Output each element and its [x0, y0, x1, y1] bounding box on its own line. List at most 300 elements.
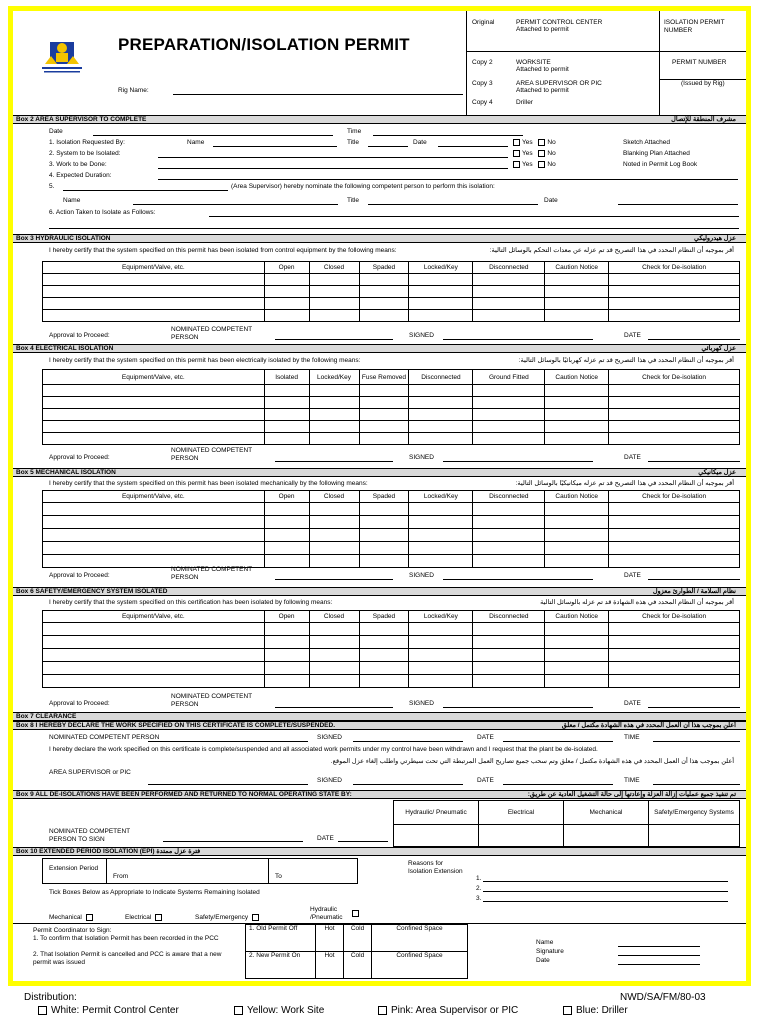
table-cell[interactable]: [264, 286, 309, 298]
nominate-number: 5.: [49, 183, 55, 190]
table-cell[interactable]: [43, 516, 265, 529]
table-cell[interactable]: [545, 286, 609, 298]
new-permit-cold[interactable]: Cold: [344, 952, 372, 979]
new-permit-confined[interactable]: Confined Space: [372, 952, 468, 979]
table-cell[interactable]: [545, 298, 609, 310]
table-cell[interactable]: [545, 433, 609, 445]
box8-date-field[interactable]: [503, 741, 613, 742]
box5-table: [42, 490, 740, 568]
box9-cell[interactable]: [394, 825, 479, 847]
table-cell[interactable]: [545, 397, 609, 409]
table-row: [43, 409, 740, 421]
table-cell[interactable]: [43, 274, 265, 286]
box6-date-field[interactable]: [648, 707, 740, 708]
table-cell[interactable]: [473, 662, 545, 675]
box10-header: Box 10 EXTENDED PERIOD ISOLATION (EPI) فترة عزل ممتدة: [13, 847, 746, 856]
table-cell[interactable]: [409, 662, 473, 675]
table-cell[interactable]: [309, 542, 359, 555]
table-cell[interactable]: [609, 385, 740, 397]
copy2-dest: WORKSITE: [516, 59, 551, 66]
box4-col-header: Caution Notice: [545, 370, 609, 385]
table-cell[interactable]: [473, 274, 545, 286]
box9-col-safety: Safety/Emergency Systems: [649, 801, 740, 825]
table-cell[interactable]: [473, 516, 545, 529]
table-cell[interactable]: [409, 542, 473, 555]
table-cell[interactable]: [545, 662, 609, 675]
table-cell[interactable]: [359, 503, 409, 516]
old-permit-hot[interactable]: Hot: [316, 925, 344, 952]
table-cell[interactable]: [545, 675, 609, 688]
table-cell[interactable]: [309, 433, 359, 445]
box8-time-field[interactable]: [653, 741, 740, 742]
table-cell[interactable]: [473, 675, 545, 688]
table-cell[interactable]: [359, 649, 409, 662]
table-cell[interactable]: [309, 623, 359, 636]
table-row: [43, 433, 740, 445]
table-cell[interactable]: [545, 542, 609, 555]
table-cell[interactable]: [609, 421, 740, 433]
box4-col-header: Equipment/Valve, etc.: [43, 370, 265, 385]
distribution-white[interactable]: White: Permit Control Center: [38, 1005, 179, 1016]
box6-nominated-field[interactable]: [275, 707, 393, 708]
table-cell[interactable]: [264, 649, 309, 662]
box4-header: Box 4 ELECTRICAL ISOLATION عزل كهربائي: [13, 344, 746, 353]
table-cell[interactable]: [264, 529, 309, 542]
coordinator-date-label: Date: [536, 957, 550, 964]
reason-1-number: 1.: [476, 875, 482, 882]
box3-col-header: Caution Notice: [545, 262, 609, 274]
table-cell[interactable]: [309, 516, 359, 529]
box3-col-header: Spaded: [359, 262, 409, 274]
box3-signed-label: SIGNED: [409, 332, 434, 339]
table-cell[interactable]: [545, 649, 609, 662]
table-cell[interactable]: [359, 636, 409, 649]
table-cell[interactable]: [43, 433, 265, 445]
table-cell[interactable]: [43, 529, 265, 542]
box3-col-header: Closed: [309, 262, 359, 274]
table-cell[interactable]: [473, 542, 545, 555]
table-cell[interactable]: [609, 298, 740, 310]
table-cell[interactable]: [409, 503, 473, 516]
box6-col-header: Locked/Key: [409, 611, 473, 623]
distribution-pink[interactable]: Pink: Area Supervisor or PIC: [378, 1005, 518, 1016]
table-cell[interactable]: [359, 286, 409, 298]
table-cell[interactable]: [264, 397, 309, 409]
table-cell[interactable]: [609, 555, 740, 568]
box6-certify-arabic: أقر بموجبه أن النظام المحدد في هذه الشهادة قد تم عزله بالوسائل التالية: [540, 599, 734, 606]
table-cell[interactable]: [409, 675, 473, 688]
requested-name-field[interactable]: [213, 146, 337, 147]
sketch-attached-label: Sketch Attached: [623, 139, 670, 146]
table-cell[interactable]: [473, 409, 545, 421]
table-row: [43, 529, 740, 542]
requested-title-field[interactable]: [368, 146, 408, 147]
distribution-yellow[interactable]: Yellow: Work Site: [234, 1005, 324, 1016]
box4-certify-text: I hereby certify that the system specified on this permit has been electrically isolated by the following means:: [49, 357, 361, 364]
table-row: [43, 649, 740, 662]
table-cell[interactable]: [359, 662, 409, 675]
table-cell[interactable]: [264, 503, 309, 516]
box9-table: [393, 800, 740, 847]
box5-certify-arabic: أقر بموجبه أن النظام المحدد في هذا التصريح قد تم عزله ميكانيكيًا بالوسائل التالية:: [515, 480, 734, 487]
to-label: To: [275, 873, 282, 880]
box5-nominated-field[interactable]: [275, 579, 393, 580]
table-cell[interactable]: [609, 433, 740, 445]
time-field[interactable]: [373, 135, 523, 136]
table-cell[interactable]: [309, 385, 359, 397]
table-cell[interactable]: [309, 421, 359, 433]
table-cell[interactable]: [359, 310, 409, 322]
table-cell[interactable]: [309, 649, 359, 662]
table-cell[interactable]: [473, 397, 545, 409]
box6-col-header: Disconnected: [473, 611, 545, 623]
table-cell[interactable]: [609, 503, 740, 516]
table-cell[interactable]: [473, 433, 545, 445]
copy3-note: Attached to permit: [516, 87, 569, 94]
form-title: PREPARATION/ISOLATION PERMIT: [118, 35, 410, 54]
table-cell[interactable]: [409, 397, 473, 409]
table-cell[interactable]: [473, 623, 545, 636]
action-taken-field[interactable]: [209, 216, 739, 217]
table-cell[interactable]: [309, 310, 359, 322]
expected-duration-field[interactable]: [158, 179, 738, 180]
table-cell[interactable]: [473, 298, 545, 310]
table-cell[interactable]: [545, 385, 609, 397]
table-cell[interactable]: [264, 298, 309, 310]
table-cell[interactable]: [409, 421, 473, 433]
box6-col-header: Open: [264, 611, 309, 623]
expected-duration-label: 4. Expected Duration:: [49, 172, 112, 179]
box3-approval-label: Approval to Proceed:: [49, 332, 110, 339]
old-permit-label: 1. Old Permit Off: [246, 925, 316, 952]
box8-area-supervisor-field[interactable]: [148, 784, 308, 785]
box8-date-label-2: DATE: [477, 777, 494, 784]
nominee-title-field[interactable]: [368, 204, 538, 205]
table-cell[interactable]: [309, 409, 359, 421]
table-cell[interactable]: [473, 310, 545, 322]
table-cell[interactable]: [359, 516, 409, 529]
table-cell[interactable]: [545, 529, 609, 542]
action-taken-label: 6. Action Taken to Isolate as Follows:: [49, 209, 156, 216]
table-cell[interactable]: [609, 286, 740, 298]
table-cell[interactable]: [409, 516, 473, 529]
box4-col-header: Fuse Removed: [359, 370, 409, 385]
table-row: [43, 516, 740, 529]
box3-date-field[interactable]: [648, 339, 740, 340]
box4-col-header: Disconnected: [409, 370, 473, 385]
table-cell[interactable]: [473, 286, 545, 298]
table-cell[interactable]: [609, 516, 740, 529]
box6-signed-field[interactable]: [443, 707, 593, 708]
table-cell[interactable]: [609, 662, 740, 675]
copy4-dest: Driller: [516, 99, 533, 106]
coordinator-signature-field[interactable]: [618, 955, 700, 956]
nominee-date-field[interactable]: [618, 204, 738, 205]
box6-date-label: DATE: [624, 700, 641, 707]
table-cell[interactable]: [264, 542, 309, 555]
table-cell[interactable]: [43, 310, 265, 322]
table-row: [43, 274, 740, 286]
reason-1-field[interactable]: [483, 881, 728, 882]
table-row: [43, 623, 740, 636]
box4-certify-arabic: أقر بموجبه أن النظام المحدد في هذا التصريح قد تم عزله كهربائيًا بالوسائل التالية:: [518, 357, 734, 364]
table-cell[interactable]: [409, 310, 473, 322]
table-cell[interactable]: [473, 649, 545, 662]
table-cell[interactable]: [43, 662, 265, 675]
table-cell[interactable]: [409, 623, 473, 636]
box5-nominated-label: NOMINATED COMPETENT PERSON: [171, 566, 253, 581]
box8-signed-field[interactable]: [353, 741, 463, 742]
box8-nominated-field[interactable]: [148, 741, 308, 742]
table-cell[interactable]: [309, 286, 359, 298]
table-cell[interactable]: [359, 675, 409, 688]
rig-name-field[interactable]: [173, 94, 463, 95]
table-cell[interactable]: [409, 385, 473, 397]
box9-nominated-field[interactable]: [163, 841, 303, 842]
table-cell[interactable]: [545, 503, 609, 516]
table-cell[interactable]: [43, 298, 265, 310]
yes-no-row-1[interactable]: Yes No: [513, 139, 556, 147]
table-cell[interactable]: [545, 516, 609, 529]
table-cell[interactable]: [473, 503, 545, 516]
table-cell[interactable]: [545, 421, 609, 433]
table-cell[interactable]: [43, 409, 265, 421]
table-cell[interactable]: [43, 397, 265, 409]
box3-signed-field[interactable]: [443, 339, 593, 340]
copy3-label: Copy 3: [472, 80, 493, 87]
table-cell[interactable]: [309, 298, 359, 310]
table-cell[interactable]: [545, 274, 609, 286]
table-cell[interactable]: [359, 298, 409, 310]
table-cell[interactable]: [609, 409, 740, 421]
table-cell[interactable]: [264, 385, 309, 397]
box3-col-header: Check for De-isolation: [609, 262, 740, 274]
nominee-name-field[interactable]: [133, 204, 338, 205]
box5-date-label: DATE: [624, 572, 641, 579]
table-cell[interactable]: [473, 421, 545, 433]
table-cell[interactable]: [409, 649, 473, 662]
table-cell[interactable]: [409, 555, 473, 568]
table-cell[interactable]: [359, 409, 409, 421]
box5-col-header: Closed: [309, 491, 359, 503]
box7-header: Box 7 CLEARANCE: [13, 712, 746, 721]
box6-col-header: Equipment/Valve, etc.: [43, 611, 265, 623]
hydraulic-checkbox[interactable]: Hydraulic /Pneumatic: [310, 906, 361, 921]
table-cell[interactable]: [309, 397, 359, 409]
box4-signed-field[interactable]: [443, 461, 593, 462]
table-cell[interactable]: [43, 286, 265, 298]
box8-date-field-2[interactable]: [503, 784, 613, 785]
box6-certify-text: I hereby certify that the system specified on this certification has been isolated by following means:: [49, 599, 333, 606]
table-cell[interactable]: [264, 421, 309, 433]
table-cell[interactable]: [609, 529, 740, 542]
table-cell[interactable]: [409, 298, 473, 310]
table-cell[interactable]: [359, 385, 409, 397]
table-cell[interactable]: [359, 623, 409, 636]
table-cell[interactable]: [359, 433, 409, 445]
isolation-permit-number-label: ISOLATION PERMIT NUMBER: [664, 19, 725, 34]
table-cell[interactable]: [264, 675, 309, 688]
coordinator-point-2: 2. That Isolation Permit is cancelled and PCC is aware that a new permit was issued: [33, 951, 222, 966]
table-cell[interactable]: [309, 274, 359, 286]
table-cell[interactable]: [43, 542, 265, 555]
box9-date-label: DATE: [317, 835, 334, 842]
table-cell[interactable]: [309, 636, 359, 649]
safety-emergency-checkbox[interactable]: Safety/Emergency: [195, 914, 261, 922]
copy3-dest: AREA SUPERVISOR OR PIC: [516, 80, 602, 87]
table-cell[interactable]: [473, 529, 545, 542]
table-cell[interactable]: [309, 529, 359, 542]
table-cell[interactable]: [359, 555, 409, 568]
box5-signed-field[interactable]: [443, 579, 593, 580]
date-label-2: Date: [413, 139, 427, 146]
table-cell[interactable]: [264, 310, 309, 322]
box4-date-field[interactable]: [648, 461, 740, 462]
table-cell[interactable]: [409, 274, 473, 286]
table-row: [43, 636, 740, 649]
requested-date-field[interactable]: [438, 146, 508, 147]
table-cell[interactable]: [264, 662, 309, 675]
area-supervisor-field[interactable]: [63, 190, 228, 191]
box8-time-field-2[interactable]: [653, 784, 740, 785]
table-row: [43, 662, 740, 675]
box5-col-header: Equipment/Valve, etc.: [43, 491, 265, 503]
system-isolated-label: 2. System to be Isolated:: [49, 150, 121, 157]
box3-nominated-field[interactable]: [275, 339, 393, 340]
box6-table: [42, 610, 740, 688]
table-cell[interactable]: [609, 310, 740, 322]
table-cell[interactable]: [43, 649, 265, 662]
coordinator-title: Permit Coordinator to Sign:: [33, 927, 112, 934]
table-cell[interactable]: [473, 555, 545, 568]
table-cell[interactable]: [264, 623, 309, 636]
coordinator-name-label: Name: [536, 939, 554, 946]
old-permit-cold[interactable]: Cold: [344, 925, 372, 952]
box8-declare-arabic: أعلن بموجب هذا أن العمل المحدد في هذه الشهادة مكتمل / معلق وتم سحب جميع تصاريح العمل المرتبطة التي تحت سيطرتي واطلب إلغاء عزل الموقع.: [330, 758, 734, 765]
table-cell[interactable]: [409, 409, 473, 421]
table-cell[interactable]: [609, 636, 740, 649]
table-cell[interactable]: [545, 555, 609, 568]
table-cell[interactable]: [409, 286, 473, 298]
table-cell[interactable]: [359, 529, 409, 542]
yes-no-row-3[interactable]: Yes No: [513, 161, 556, 169]
mechanical-checkbox[interactable]: Mechanical: [49, 914, 95, 922]
table-cell[interactable]: [609, 542, 740, 555]
table-cell[interactable]: [264, 433, 309, 445]
table-cell[interactable]: [43, 421, 265, 433]
table-cell[interactable]: [545, 409, 609, 421]
table-cell[interactable]: [359, 421, 409, 433]
table-cell[interactable]: [409, 433, 473, 445]
box4-col-header: Isolated: [264, 370, 309, 385]
table-row: [43, 555, 740, 568]
table-cell[interactable]: [264, 274, 309, 286]
box4-nominated-field[interactable]: [275, 461, 393, 462]
table-cell[interactable]: [43, 385, 265, 397]
box6-col-header: Spaded: [359, 611, 409, 623]
box9-cell[interactable]: [479, 825, 564, 847]
box6-col-header: Closed: [309, 611, 359, 623]
nominee-title-label: Title: [347, 197, 360, 204]
new-permit-hot[interactable]: Hot: [316, 952, 344, 979]
table-cell[interactable]: [409, 529, 473, 542]
old-permit-confined[interactable]: Confined Space: [372, 925, 468, 952]
table-cell[interactable]: [545, 623, 609, 636]
coordinator-name-field[interactable]: [618, 946, 700, 947]
permit-form: [8, 6, 751, 986]
box8-header: Box 8 I HEREBY DECLARE THE WORK SPECIFIED ON THIS CERTIFICATE IS COMPLETE/SUSPENDED. أعلن بموجب هذا أن العمل المحدد في هذه الشهادة مكتمل / معلق: [13, 721, 746, 730]
box9-cell[interactable]: [649, 825, 740, 847]
table-cell[interactable]: [545, 310, 609, 322]
table-cell[interactable]: [545, 636, 609, 649]
reason-3-field[interactable]: [483, 901, 728, 902]
distribution-blue[interactable]: Blue: Driller: [563, 1005, 628, 1016]
table-cell[interactable]: [609, 675, 740, 688]
table-cell[interactable]: [43, 636, 265, 649]
nominate-text: (Area Supervisor) hereby nominate the following competent person to perform this isolation:: [231, 183, 495, 190]
table-cell[interactable]: [609, 274, 740, 286]
table-cell[interactable]: [609, 649, 740, 662]
table-cell[interactable]: [264, 409, 309, 421]
table-cell[interactable]: [43, 503, 265, 516]
table-row: [43, 286, 740, 298]
table-row: [43, 310, 740, 322]
electrical-checkbox[interactable]: Electrical: [125, 914, 164, 922]
date-field[interactable]: [93, 135, 333, 136]
table-cell[interactable]: [264, 516, 309, 529]
table-cell[interactable]: [309, 503, 359, 516]
box8-area-supervisor-label: AREA SUPERVISOR or PIC: [49, 769, 131, 776]
box9-cell[interactable]: [564, 825, 649, 847]
table-cell[interactable]: [43, 623, 265, 636]
box9-header: Box 9 ALL DE-ISOLATIONS HAVE BEEN PERFORMED AND RETURNED TO NORMAL OPERATING STATE BY: تم تنفيذ جميع عمليات إزالة العزلة وإعادتها إلى حالة التشغيل العادية عن طريق:: [13, 790, 746, 799]
table-cell[interactable]: [359, 542, 409, 555]
reason-2-field[interactable]: [483, 891, 728, 892]
table-cell[interactable]: [309, 675, 359, 688]
box5-col-header: Spaded: [359, 491, 409, 503]
system-isolated-field[interactable]: [158, 157, 508, 158]
table-cell[interactable]: [43, 675, 265, 688]
table-cell[interactable]: [309, 555, 359, 568]
table-cell[interactable]: [359, 274, 409, 286]
table-cell[interactable]: [473, 636, 545, 649]
copy4-label: Copy 4: [472, 99, 493, 106]
table-row: [43, 397, 740, 409]
table-cell[interactable]: [359, 397, 409, 409]
box8-signed-field-2[interactable]: [353, 784, 463, 785]
reason-2-number: 2.: [476, 885, 482, 892]
box9-date-field[interactable]: [338, 841, 388, 842]
action-taken-field-2[interactable]: [49, 228, 739, 229]
coordinator-date-field[interactable]: [618, 964, 700, 965]
table-row: [43, 421, 740, 433]
issued-by-label: (Issued by Rig): [681, 80, 725, 87]
box4-nominated-label: NOMINATED COMPETENT PERSON: [171, 447, 253, 462]
work-to-be-done-field[interactable]: [158, 168, 508, 169]
box5-date-field[interactable]: [648, 579, 740, 580]
table-cell[interactable]: [473, 385, 545, 397]
table-cell[interactable]: [409, 636, 473, 649]
table-cell[interactable]: [264, 636, 309, 649]
copy-original-note: Attached to permit: [516, 26, 569, 33]
box3-col-header: Equipment/Valve, etc.: [43, 262, 265, 274]
distribution-label: Distribution:: [24, 992, 77, 1003]
permit-number-label: PERMIT NUMBER: [672, 59, 727, 66]
yes-no-row-2[interactable]: Yes No: [513, 150, 556, 158]
table-cell[interactable]: [609, 397, 740, 409]
table-cell[interactable]: [309, 662, 359, 675]
table-cell[interactable]: [609, 623, 740, 636]
